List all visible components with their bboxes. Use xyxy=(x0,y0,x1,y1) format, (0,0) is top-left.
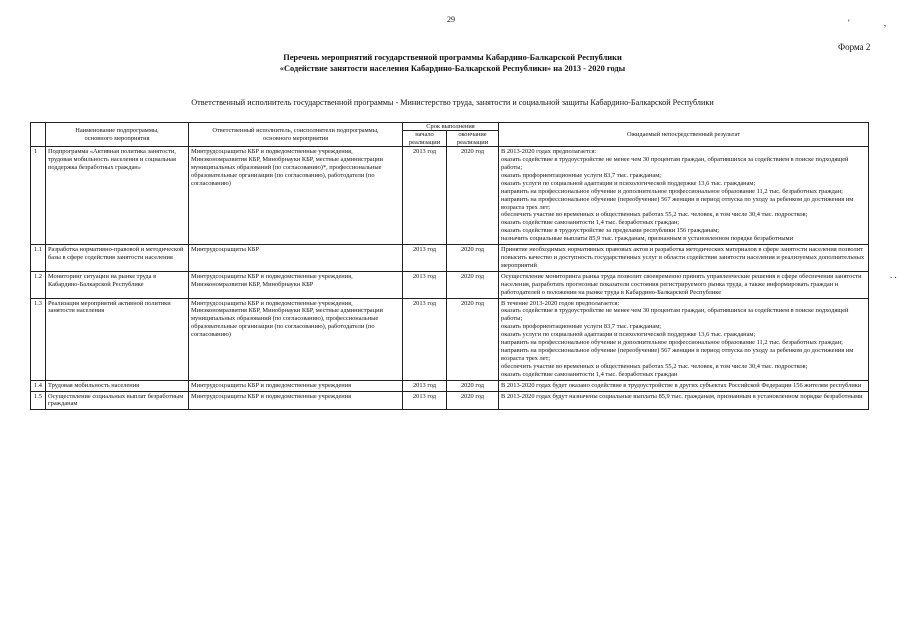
row-number: 1.4 xyxy=(31,380,46,391)
row-end: 2020 год xyxy=(447,298,499,380)
result-line: направить на профессиональное обучение и дополнительное профессиональное образование 11,2 тыс. безработных граждан; xyxy=(501,187,843,195)
side-marks: . . xyxy=(890,270,897,280)
result-line: В течение 2013-2020 годов предполагается: xyxy=(501,299,620,307)
result-line: оказать содействие самозанятости 1,4 тыс. безработных граждан; xyxy=(501,219,680,227)
header-start-line-2: реализации xyxy=(408,138,441,146)
result-line: оказать содействие в трудоустройстве не менее чем 30 процентам граждан, обратившихся за содействием в поиске подходящей работы; xyxy=(501,307,849,323)
row-result xyxy=(499,271,869,298)
result-line: В 2013-2020 годах будут назначены социальные выплаты 85,9 тыс. гражданам, признанным в установленном порядке безработными xyxy=(501,392,863,400)
result-line: Осуществление мониторинга рынка труда позволит своевременно принять управленческие решения в сфере обеспечения занятости населения, разработать прогнозные показатели состояния регистрируемого рынка труда, а также информировать граждан и работодателей о положении на рынке труда в Кабардино-Балкарской Республике xyxy=(501,272,862,296)
result-line: оказать содействие в трудоустройстве за пределами республики 156 гражданам; xyxy=(501,227,720,235)
header-executor-line-2: основного мероприятия xyxy=(262,134,329,142)
table-row xyxy=(31,271,869,298)
result-line: оказать услуги по социальной адаптации и психологической поддержке 13,6 тыс. гражданам; xyxy=(501,331,756,339)
header-result: Ожидаемый непосредственный результат xyxy=(499,123,869,147)
document-title xyxy=(0,52,905,74)
result-line: оказать содействие самозанятости 1,4 тыс. безработных граждан xyxy=(501,370,678,378)
row-start: 2013 год xyxy=(403,391,447,410)
table-row xyxy=(31,391,869,410)
row-number: 1.5 xyxy=(31,391,46,410)
header-end xyxy=(447,131,499,147)
table-row xyxy=(31,245,869,272)
table-row xyxy=(31,380,869,391)
row-start: 2013 год xyxy=(403,147,447,245)
row-name: Трудовая мобильность населения xyxy=(46,380,189,391)
header-start xyxy=(403,131,447,147)
result-line: В 2013-2020 годах предполагается: xyxy=(501,148,597,156)
row-start: 2013 год xyxy=(403,380,447,391)
title-line-1: Перечень мероприятий государственной программы Кабардино-Балкарской Республики xyxy=(283,53,622,62)
header-end-line-2: реализации xyxy=(456,138,489,146)
row-end: 2020 год xyxy=(447,391,499,410)
header-number xyxy=(31,123,46,147)
result-line: направить на профессиональное обучение (переобучение) 567 женщин в период отпуска по уходу за ребенком до достижения им возраста трех лет; xyxy=(501,346,854,362)
row-name: Разработка нормативно-правовой и методической базы в сфере содействия занятости населения xyxy=(46,245,189,272)
result-line: оказать профориентационные услуги 83,7 тыс. гражданам; xyxy=(501,171,662,179)
row-number: 1.2 xyxy=(31,271,46,298)
header-term: Срок выполнения xyxy=(403,123,499,131)
row-end: 2020 год xyxy=(447,271,499,298)
activities-table xyxy=(30,122,869,410)
row-end: 2020 год xyxy=(447,380,499,391)
corner-ticks: ' , xyxy=(848,18,903,28)
result-line: В 2013-2020 годах будет оказано содействие в трудоустройстве в других субъектах Российской Федерации 156 жителям республики xyxy=(501,381,862,389)
header-executor-line-1: Ответственный исполнитель, соисполнители подпрограммы, xyxy=(212,127,379,135)
row-result xyxy=(499,391,869,410)
result-line: назначить социальные выплаты 85,9 тыс. гражданам, признанным в установленном порядке безработными xyxy=(501,235,793,243)
row-result xyxy=(499,245,869,272)
header-name xyxy=(46,123,189,147)
table-row xyxy=(31,298,869,380)
row-end: 2020 год xyxy=(447,245,499,272)
row-executor: Минтрудсоцзащиты КБР и подведомственные учреждения xyxy=(189,380,403,391)
page-number: 29 xyxy=(447,15,455,24)
row-name: Осуществление социальных выплат безработным гражданам xyxy=(46,391,189,410)
result-line: оказать профориентационные услуги 83,7 тыс. гражданам; xyxy=(501,323,662,331)
row-name: Реализация мероприятий активной политики занятости населения xyxy=(46,298,189,380)
row-executor: Минтрудсоцзащиты КБР xyxy=(189,245,403,272)
header-start-line-1: начало xyxy=(415,131,434,139)
table-header-row xyxy=(31,123,869,131)
row-start: 2013 год xyxy=(403,271,447,298)
row-name: Мониторинг ситуации на рынке труда в Кабардино-Балкарской Республике xyxy=(46,271,189,298)
result-line: направить на профессиональное обучение и дополнительное профессиональное образование 11,2 тыс. безработных граждан; xyxy=(501,339,843,347)
row-number: 1 xyxy=(31,147,46,245)
row-end: 2020 год xyxy=(447,147,499,245)
form-label: Форма 2 xyxy=(838,42,871,52)
row-number: 1.3 xyxy=(31,298,46,380)
result-line: оказать услуги по социальной адаптации и психологической поддержке 13,6 тыс. гражданам; xyxy=(501,179,756,187)
table-row xyxy=(31,147,869,245)
row-executor: Минтрудсоцзащиты КБР и подведомственные учреждения, Минэкономразвития КБР, Минобрнауки КБР, местные администрации муниципальных образований (по согласованию), профессиональные образовательные организации (по согласованию), работодатели (по согласованию) xyxy=(189,298,403,380)
row-result xyxy=(499,380,869,391)
row-executor: Минтрудсоцзащиты КБР и подведомственные учреждения, Минэкономразвития КБР, Минобрнауки КБР xyxy=(189,271,403,298)
header-name-line-2: основного мероприятия xyxy=(84,134,150,142)
row-result xyxy=(499,147,869,245)
table-body xyxy=(31,147,869,410)
result-line: Принятие необходимых нормативных правовых актов и разработка методических материалов в сфере занятости населения позволит повысить качество и доступность государственных услуг в области содействия занятости населения и реализуемых дополнительных мероприятий xyxy=(501,246,865,269)
result-line: обеспечить участие во временных и общественных работах 55,2 тыс. человек, в том числе 30,4 тыс. подростков; xyxy=(501,362,808,370)
row-start: 2013 год xyxy=(403,245,447,272)
row-executor: Минтрудсоцзащиты КБР и подведомственные учреждения, Минэкономразвития КБР, Минобрнауки КБР, местные администрации муниципальных образований (по согласованию)*, профессиональные образовательные организации (по согласованию), работодатели (по согласованию) xyxy=(189,147,403,245)
result-line: обеспечить участие во временных и общественных работах 55,2 тыс. человек, в том числе 30,4 тыс. подростков; xyxy=(501,211,808,219)
responsible-executor: Ответственный исполнитель государственной программы - Министерство труда, занятости и социальной защиты Кабардино-Балкарской Республики xyxy=(191,98,714,107)
header-executor xyxy=(189,123,403,147)
row-executor: Минтрудсоцзащиты КБР и подведомственные учреждения xyxy=(189,391,403,410)
row-result xyxy=(499,298,869,380)
row-number: 1.1 xyxy=(31,245,46,272)
result-line: оказать содействие в трудоустройстве не менее чем 30 процентам граждан, обратившихся за содействием в поиске подходящей работы; xyxy=(501,156,849,172)
row-start: 2013 год xyxy=(403,298,447,380)
header-name-line-1: Наименование подпрограммы, xyxy=(75,127,159,135)
result-line: направить на профессиональное обучение (переобучение) 567 женщин в период отпуска по уходу за ребенком до достижения им возраста трех лет; xyxy=(501,195,854,211)
row-name: Подпрограмма «Активная политика занятости, трудовая мобильность населения и социальная поддержка безработных граждан» xyxy=(46,147,189,245)
header-end-line-1: окончание xyxy=(458,131,487,139)
title-line-2: «Содействие занятости населения Кабардино-Балкарской Республики» на 2013 - 2020 годы xyxy=(279,64,626,73)
